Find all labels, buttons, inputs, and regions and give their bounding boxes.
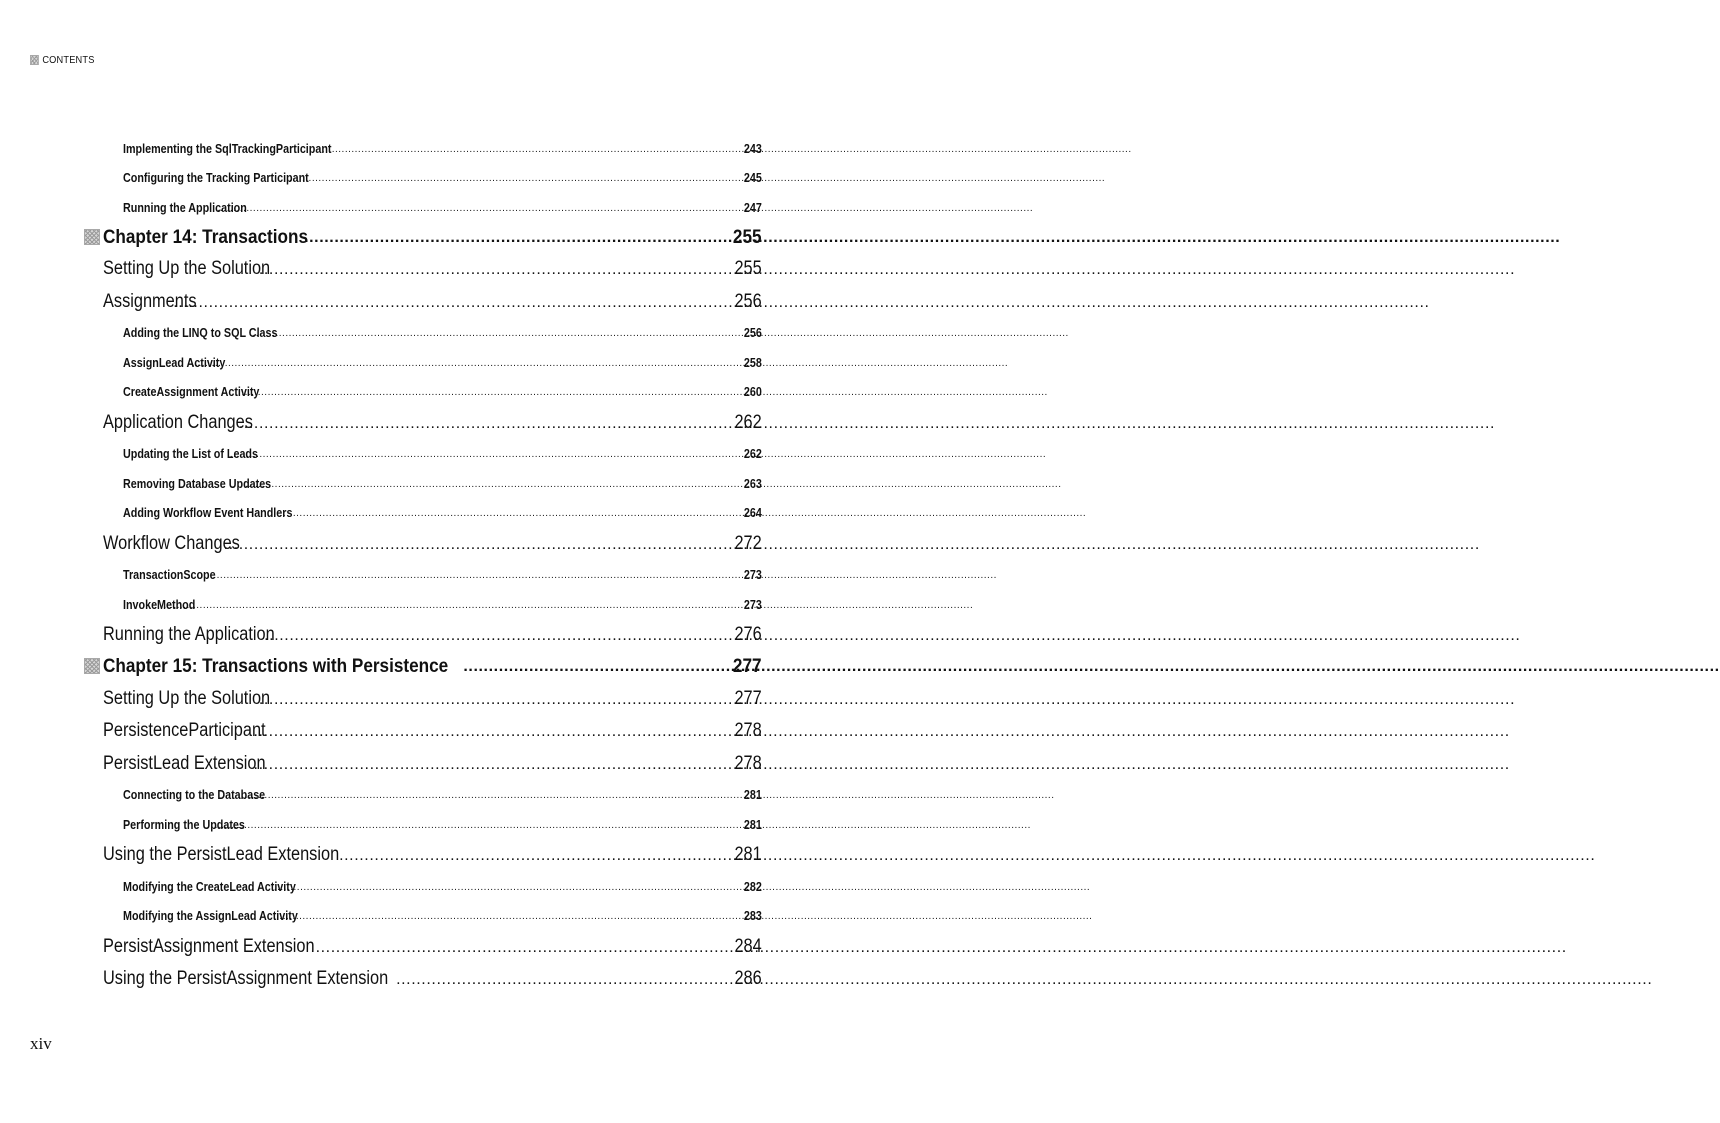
toc-entry[interactable] — [0, 439, 762, 469]
table-of-contents — [0, 133, 816, 995]
toc-section-entry[interactable] — [0, 682, 762, 715]
toc-entry-title: Running the Application — [123, 200, 247, 215]
toc-entry-page: 278 — [734, 752, 762, 774]
toc-entry-page: 282 — [744, 879, 762, 894]
toc-entry-title: Setting Up the Solution — [103, 687, 271, 709]
dot-leader — [259, 690, 729, 710]
toc-entry-page: 277 — [734, 687, 762, 709]
toc-entry[interactable] — [0, 901, 762, 931]
toc-entry-page: 263 — [744, 476, 762, 491]
dot-leader — [232, 386, 741, 400]
dot-leader — [254, 755, 730, 775]
toc-entry-title: Implementing the SqlTrackingParticipant — [123, 141, 332, 156]
toc-entry-title: Configuring the Tracking Participant — [123, 171, 309, 185]
toc-entry-title: TransactionScope — [123, 568, 216, 582]
toc-entry-page: 278 — [734, 720, 762, 741]
page-number: xiv — [30, 1034, 52, 1053]
toc-entry-title: InvokeMethod — [123, 597, 196, 612]
dot-leader — [239, 414, 730, 434]
dot-leader — [157, 599, 740, 613]
toc-entry-page: 272 — [734, 532, 762, 554]
toc-entry-title: Chapter 15: Transactions with Persistence — [103, 655, 449, 677]
dot-leader — [311, 938, 730, 958]
dot-leader — [339, 846, 729, 866]
toc-entry[interactable] — [0, 163, 762, 193]
toc-entry-page: 281 — [734, 844, 762, 865]
toc-entry-page: 245 — [744, 171, 762, 185]
toc-entry-title: Running the Application — [103, 624, 275, 645]
toc-entry-title: Chapter 14: Transactions — [103, 225, 309, 248]
toc-chapter-entry[interactable] — [0, 651, 762, 682]
toc-entry-title: Removing Database Updates — [123, 476, 272, 491]
dot-leader — [463, 657, 728, 677]
toc-entry[interactable] — [0, 192, 762, 222]
toc-entry[interactable] — [0, 347, 762, 377]
dot-leader — [259, 260, 729, 280]
toc-entry[interactable] — [0, 318, 762, 348]
toc-section-entry[interactable] — [0, 747, 762, 780]
toc-entry[interactable] — [0, 377, 762, 407]
toc-section-entry[interactable] — [0, 527, 762, 560]
toc-entry[interactable] — [0, 498, 762, 528]
toc-section-entry[interactable] — [0, 285, 762, 318]
toc-entry-page: 286 — [734, 968, 762, 989]
toc-entry-page: 256 — [734, 290, 762, 312]
toc-entry-page: 264 — [744, 506, 762, 520]
dot-leader — [396, 970, 729, 990]
toc-section-entry[interactable] — [0, 253, 762, 286]
toc-section-entry[interactable] — [0, 619, 762, 652]
dot-leader — [274, 881, 740, 895]
toc-entry-title: Updating the List of Leads — [123, 447, 258, 461]
toc-section-entry[interactable] — [0, 963, 762, 996]
dot-leader — [315, 143, 740, 157]
toc-entry-title: Setting Up the Solution — [103, 258, 271, 279]
toc-section-entry[interactable] — [0, 930, 762, 963]
toc-entry-page: 276 — [734, 624, 762, 645]
toc-entry-page: 255 — [733, 225, 762, 248]
toc-entry[interactable] — [0, 589, 762, 619]
toc-entry-page: 255 — [734, 258, 762, 279]
toc-entry-title: Adding Workflow Event Handlers — [123, 506, 293, 520]
running-head — [30, 54, 95, 66]
dot-leader — [264, 626, 729, 646]
toc-entry-page: 262 — [744, 447, 762, 461]
dot-leader — [224, 535, 730, 555]
toc-entry[interactable] — [0, 560, 762, 590]
dot-leader — [230, 448, 740, 462]
dot-leader — [181, 569, 741, 583]
dot-leader — [276, 910, 740, 924]
dot-leader — [270, 507, 740, 521]
dot-leader — [304, 228, 728, 248]
toc-entry[interactable] — [0, 133, 762, 163]
toc-entry-page: 283 — [744, 909, 762, 923]
toc-entry-title: AssignLead Activity — [123, 355, 226, 370]
toc-entry-page: 284 — [734, 935, 762, 957]
toc-entry-page: 260 — [744, 385, 762, 399]
toc-entry-page: 273 — [744, 597, 762, 612]
toc-section-entry[interactable] — [0, 406, 762, 439]
toc-entry-title: Workflow Changes — [103, 532, 240, 554]
toc-entry-title: Using the PersistAssignment Extension — [103, 968, 389, 989]
toc-entry-title: CreateAssignment Activity — [123, 385, 260, 399]
toc-entry-page: 281 — [744, 788, 762, 802]
dot-leader — [253, 327, 741, 341]
toc-entry-title: Performing the Updates — [123, 817, 245, 832]
toc-entry-page: 262 — [734, 411, 762, 433]
toc-section-entry[interactable] — [0, 839, 762, 872]
toc-entry-page: 247 — [744, 200, 762, 215]
toc-entry-title: Application Changes — [103, 411, 253, 433]
dot-leader — [192, 357, 740, 371]
toc-entry-title: Assignments — [103, 290, 197, 312]
toc-entry-page: 277 — [733, 655, 762, 677]
toc-entry-title: PersistAssignment Extension — [103, 935, 315, 957]
dot-leader — [254, 722, 730, 742]
dot-leader — [173, 293, 729, 313]
toc-entry-page: 256 — [744, 326, 762, 340]
toc-entry-title: Connecting to the Database — [123, 788, 266, 802]
toc-entry[interactable] — [0, 780, 762, 810]
running-head-label: CONTENTS — [42, 54, 95, 66]
toc-entry-title: Modifying the AssignLead Activity — [123, 909, 298, 923]
hatched-square-icon — [30, 55, 39, 65]
toc-entry-page: 273 — [744, 568, 762, 582]
toc-entry-page: 281 — [744, 817, 762, 832]
toc-entry-page: 258 — [744, 355, 762, 370]
chapter-marker-icon — [84, 229, 100, 245]
dot-leader — [238, 789, 740, 803]
toc-entry-title: Modifying the CreateLead Activity — [123, 879, 296, 894]
toc-entry-page: 243 — [744, 141, 762, 156]
toc-entry-title: PersistenceParticipant — [103, 720, 266, 741]
toc-entry-title: PersistLead Extension — [103, 752, 266, 774]
toc-entry-title: Using the PersistLead Extension — [103, 844, 340, 865]
dot-leader — [217, 202, 740, 216]
chapter-marker-icon — [84, 658, 100, 674]
toc-chapter-entry[interactable] — [0, 222, 762, 253]
toc-entry[interactable] — [0, 871, 762, 901]
toc-entry[interactable] — [0, 809, 762, 839]
dot-leader — [289, 172, 740, 186]
toc-entry[interactable] — [0, 468, 762, 498]
toc-section-entry[interactable] — [0, 715, 762, 748]
dot-leader — [245, 478, 740, 492]
dot-leader — [215, 819, 741, 833]
toc-entry-title: Adding the LINQ to SQL Class — [123, 326, 278, 340]
